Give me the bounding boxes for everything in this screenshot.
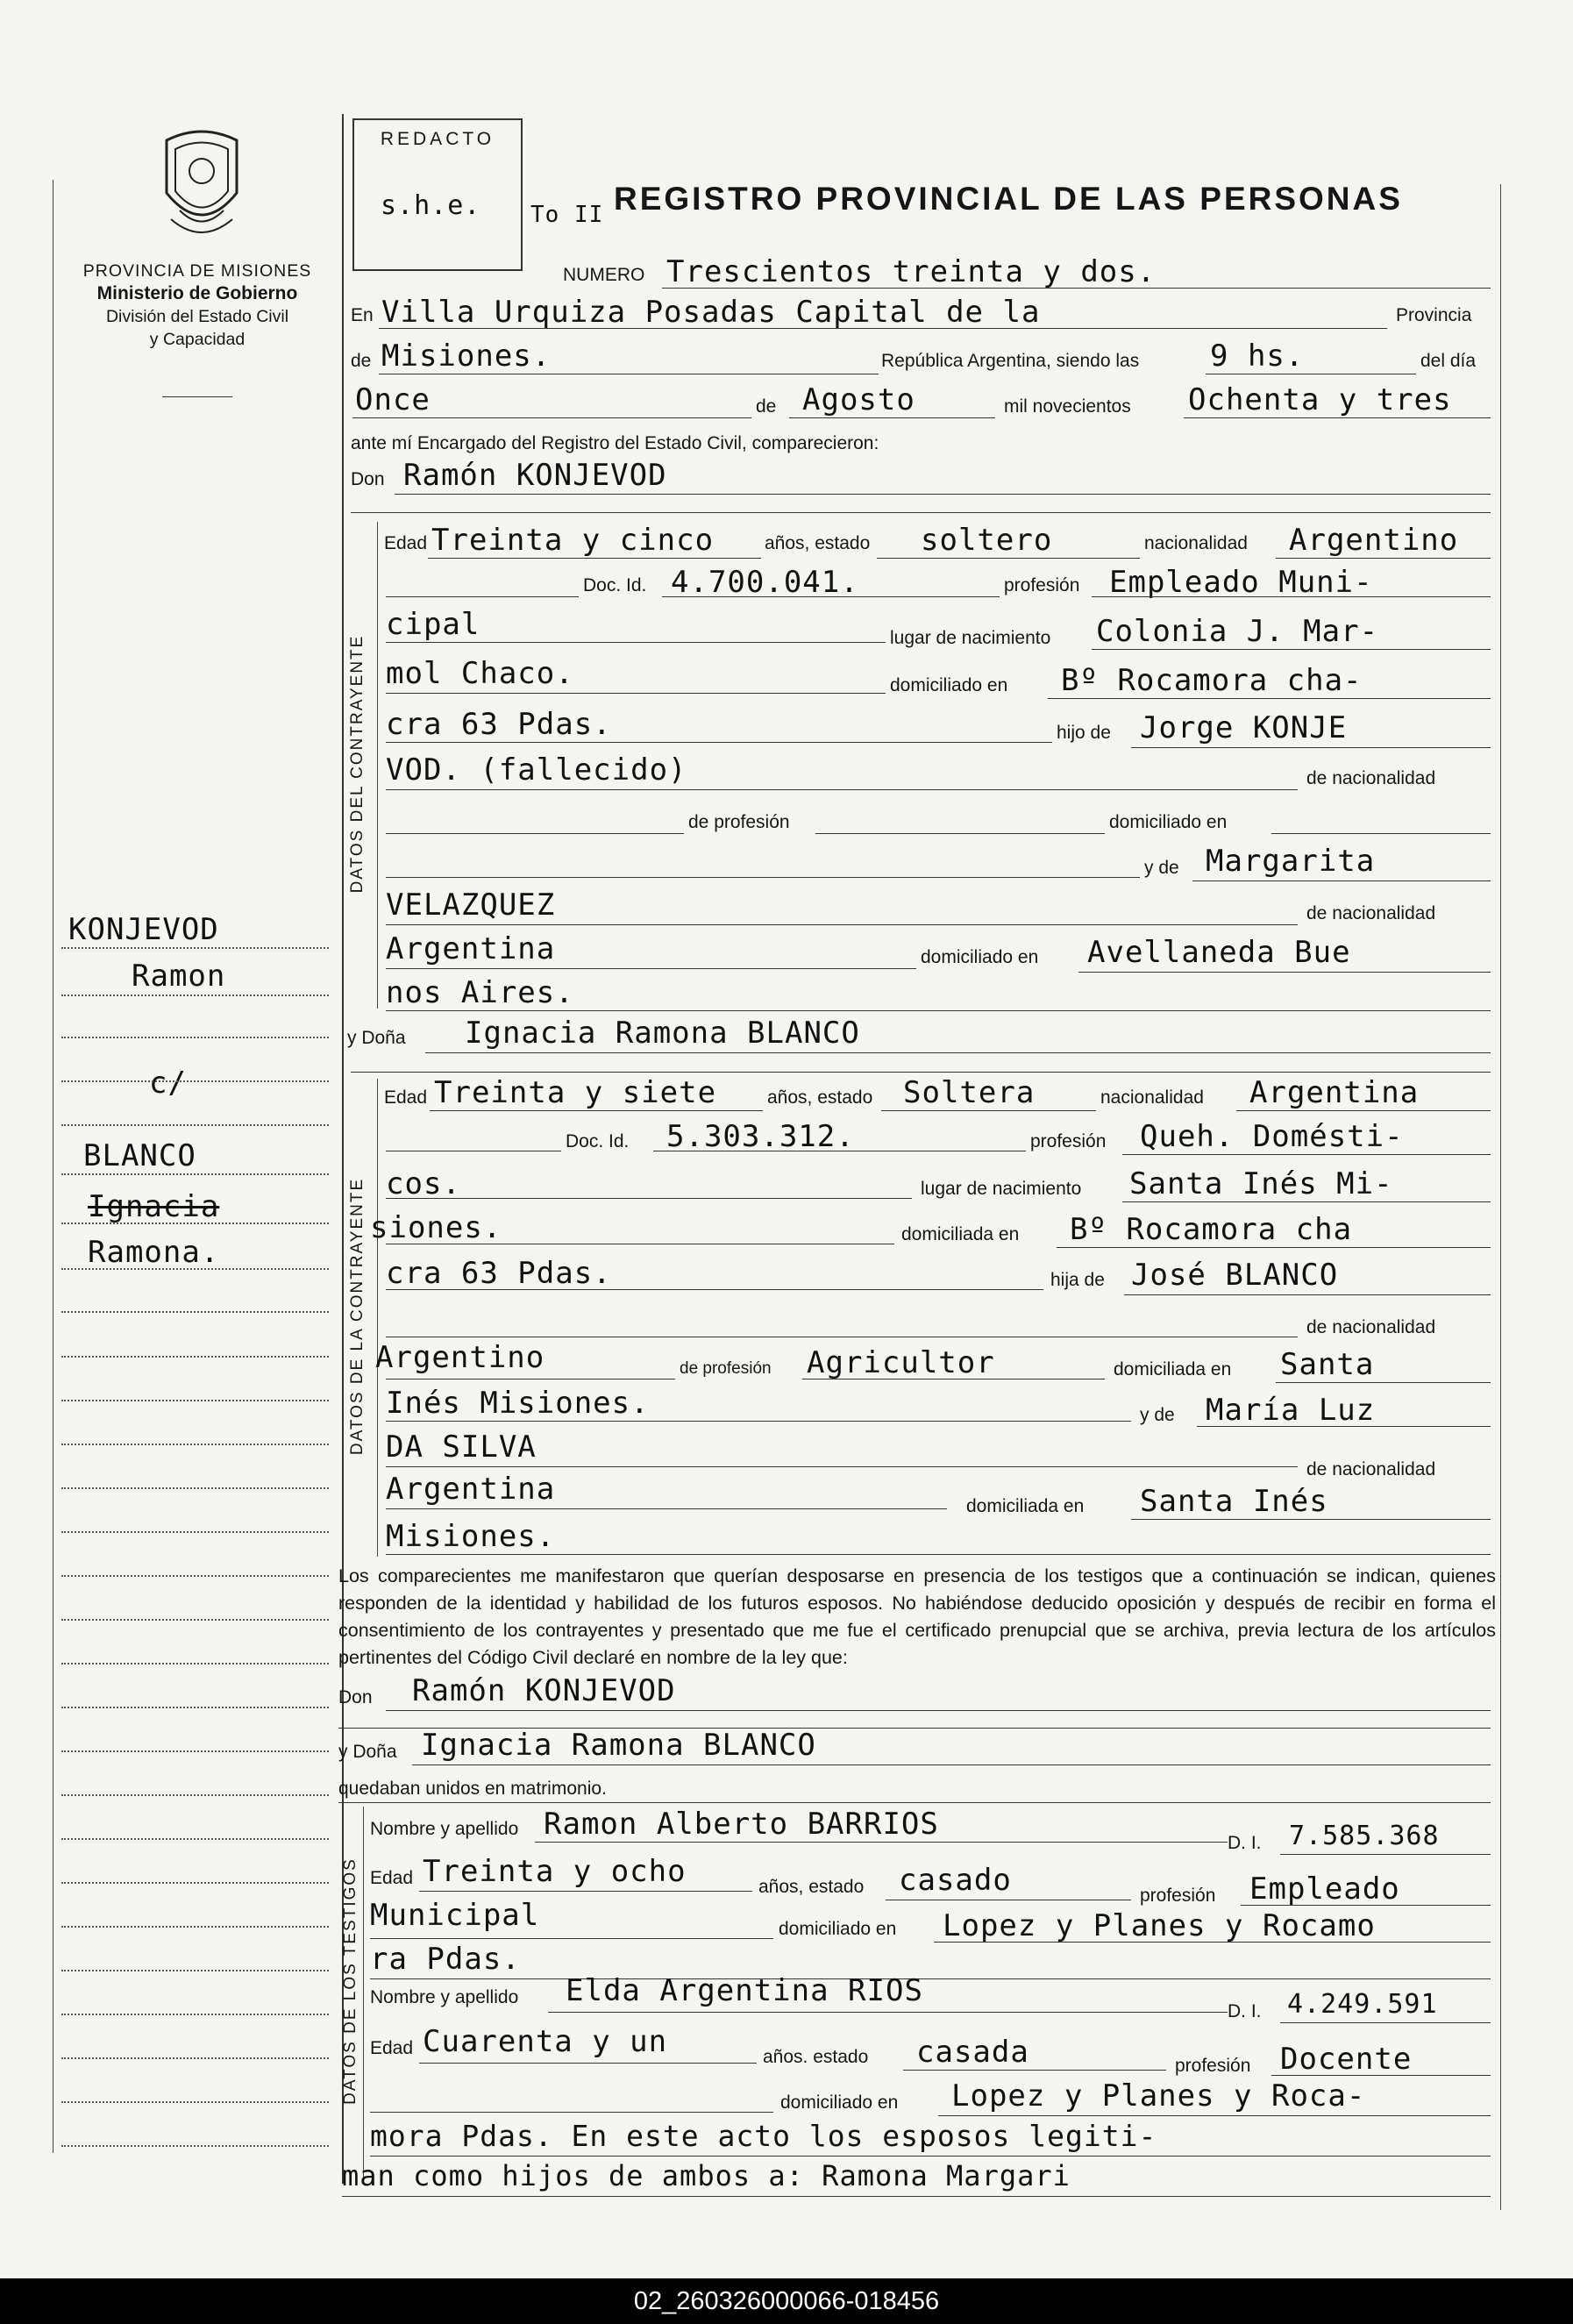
t2-prof-value: Docente (1280, 2042, 1413, 2077)
f-edad-label: Edad (384, 1087, 428, 1108)
f-padre-nac-value: Argentino (375, 1340, 545, 1375)
c-lugar-label: lugar de nacimiento (890, 628, 1051, 648)
agency-division: División del Estado Civil (105, 307, 289, 326)
c-padre-value-1: Jorge KONJE (1140, 710, 1348, 745)
f-prof-value-1: Queh. Domésti- (1140, 1119, 1404, 1154)
t2-dom-value-2: mora Pdas. En este acto los esposos legiti- (370, 2119, 1157, 2153)
footer-bar (0, 2278, 1573, 2324)
f-edad-value: Treinta y siete (434, 1075, 717, 1110)
t2-anos-label: años. estado (763, 2047, 869, 2067)
f-madre-nac-label: de nacionalidad (1306, 1459, 1436, 1479)
t2-dom-label: domiciliado en (780, 2092, 899, 2113)
decl-don-value: Ramón KONJEVOD (412, 1673, 676, 1708)
t1-edad-label: Edad (370, 1868, 414, 1888)
c-dom-value-2: cra 63 Pdas. (386, 707, 612, 742)
hora-value: 9 hs. (1210, 339, 1305, 374)
redacto-value: s.h.e. (381, 190, 481, 221)
decl-dona-value: Ignacia Ramona BLANCO (421, 1728, 816, 1763)
t2-edad-value: Cuarenta y un (423, 2024, 668, 2059)
decl-don-label: Don (338, 1687, 373, 1707)
agency-block (61, 260, 333, 351)
t2-di-value: 4.249.591 (1287, 1989, 1438, 2020)
t1-prof-value-2: Municipal (370, 1898, 540, 1933)
ante-label: ante mí Encargado del Registro del Estado Civil, comparecieron: (351, 433, 879, 453)
agency-capacity: y Capacidad (149, 330, 246, 349)
c-doc-value: 4.700.041. (671, 565, 859, 600)
f-padre-dom-label: domiciliada en (1114, 1359, 1232, 1379)
section-label-contrayente: DATOS DEL CONTRAYENTE (348, 634, 367, 894)
c-nac-label: nacionalidad (1144, 533, 1248, 553)
t2-nombre-value: Elda Argentina RIOS (566, 1973, 923, 2008)
de-label: de (351, 351, 372, 371)
redacto-box (352, 118, 523, 271)
t2-dom-value-1: Lopez y Planes y Roca- (951, 2078, 1366, 2114)
c-anos-label: años, estado (765, 533, 871, 553)
t1-edad-value: Treinta y ocho (423, 1854, 687, 1889)
section-label-testigos: DATOS DE LOS TESTIGOS (341, 1857, 359, 2105)
del-dia-label: del día (1420, 351, 1477, 371)
c-estado-value: soltero (921, 523, 1053, 558)
mil-label: mil novecientos (1004, 396, 1131, 417)
f-padre-prof-label: de profesión (680, 1359, 772, 1378)
f-padre-value: José BLANCO (1131, 1258, 1339, 1293)
f-madre-dom-value-2: Misiones. (386, 1519, 556, 1554)
c-lugar-value-1: Colonia J. Mar- (1096, 614, 1379, 649)
f-dom-label: domiciliada en (901, 1224, 1020, 1244)
f-lugar-value-2: siones. (370, 1210, 502, 1245)
margin-line-1: KONJEVOD (68, 912, 219, 947)
anio-value: Ochenta y tres (1188, 382, 1452, 417)
margin-line-3: c/ (149, 1066, 187, 1101)
f-dom-value: Bº Rocamora cha (1070, 1212, 1353, 1247)
c-padre-nac-label: de nacionalidad (1306, 768, 1436, 788)
c-lugar-value-2: mol Chaco. (386, 656, 574, 691)
f-madre-dom-label: domiciliada en (966, 1496, 1085, 1516)
provincia-value: Misiones. (381, 339, 552, 374)
t2-dom-value-3: man como hijos de ambos a: Ramona Margari (342, 2159, 1071, 2192)
t2-di-label: D. I. (1228, 2001, 1262, 2021)
f-anos-label: años, estado (767, 1087, 873, 1108)
de-mes-label: de (756, 396, 777, 417)
document-code: 02_260326000066-018456 (633, 2287, 940, 2315)
t2-edad-label: Edad (370, 2038, 414, 2058)
margin-line-4: BLANCO (83, 1138, 196, 1173)
c-y-de-label: y de (1144, 858, 1179, 878)
t1-di-label: D. I. (1228, 1833, 1262, 1853)
numero-label: NUMERO (563, 265, 645, 285)
f-madre-value-2: DA SILVA (386, 1429, 537, 1465)
f-prof-value-2: cos. (386, 1166, 461, 1201)
section-label-la-contrayente: DATOS DE LA CONTRAYENTE (348, 1177, 367, 1456)
c-madre-dom-label: domiciliado en (921, 947, 1039, 967)
margin-line-6: Ramona. (88, 1235, 220, 1270)
t2-nombre-label: Nombre y apellido (370, 1987, 519, 2007)
c-prof-label: profesión (1004, 575, 1080, 595)
coat-of-arms-icon (149, 123, 254, 246)
provincia-label: Provincia (1396, 305, 1472, 325)
f-nac-value: Argentina (1249, 1075, 1420, 1110)
numero-value: Trescientos treinta y dos. (666, 254, 1157, 289)
c-madre-value-2: VELAZQUEZ (386, 888, 556, 923)
agency-ministry: Ministerio de Gobierno (96, 283, 298, 303)
margin-line-2: Ramon (132, 959, 226, 994)
f-nac-label: nacionalidad (1100, 1087, 1204, 1108)
f-hija-label: hija de (1050, 1270, 1105, 1290)
f-padre-prof-value: Agricultor (807, 1345, 995, 1380)
f-madre-dom-value-1: Santa Inés (1140, 1484, 1328, 1519)
tomo: To II (530, 202, 604, 228)
declaration-text: Los comparecientes me manifestaron que querían desposarse en presencia de los testigos que a continuación se indican, quienes responden de la identidad y habilidad de los futuros esposos. No habiéndose deducido oposición y después de recibir en forma el consentimiento de los contrayentes y presentado que me fue el certificado prenupcial que se archiva, previa lectura de los artículos pertinentes del Código Civil declaré en nombre de la ley que: (338, 1565, 1496, 1668)
don-label: Don (351, 469, 385, 489)
t1-estado-value: casado (899, 1863, 1012, 1898)
c-padre-value-2: VOD. (fallecido) (386, 752, 687, 788)
c-edad-value: Treinta y cinco (431, 523, 715, 558)
c-madre-dom-value-2: nos Aires. (386, 975, 574, 1010)
lugar-value: Villa Urquiza Posadas Capital de la (381, 295, 1041, 330)
dona-value: Ignacia Ramona BLANCO (465, 1016, 860, 1051)
quedaban-label: quedaban unidos en matrimonio. (338, 1779, 607, 1799)
mes-value: Agosto (802, 382, 915, 417)
f-lugar-value-1: Santa Inés Mi- (1129, 1166, 1393, 1201)
en-label: En (351, 305, 374, 325)
t2-prof-label: profesión (1175, 2056, 1251, 2076)
f-doc-value: 5.303.312. (666, 1119, 855, 1154)
c-madre-nac-label: de nacionalidad (1306, 903, 1436, 923)
f-madre-nac-value: Argentina (386, 1472, 556, 1507)
c-edad-label: Edad (384, 533, 428, 553)
f-padre-dom-value-1: Santa (1280, 1347, 1375, 1382)
c-prof-value-1: Empleado Muni- (1109, 565, 1373, 600)
dia-value: Once (355, 382, 431, 417)
c-madre-nac-value: Argentina (386, 931, 556, 966)
f-dom-value-2: cra 63 Pdas. (386, 1256, 612, 1291)
republica-label: República Argentina, siendo las (881, 351, 1140, 371)
t1-prof-label: profesión (1140, 1886, 1216, 1906)
f-prof-label: profesión (1030, 1131, 1107, 1151)
t1-prof-value-1: Empleado (1249, 1871, 1400, 1907)
c-doc-label: Doc. Id. (583, 575, 647, 595)
t1-nombre-label: Nombre y apellido (370, 1819, 519, 1839)
margin-line-5: Ignacia (88, 1189, 220, 1224)
c-prof-value-2: cipal (386, 607, 480, 642)
t2-estado-value: casada (916, 2035, 1029, 2070)
c-dom-label: domiciliado en (890, 675, 1008, 695)
t1-dom-label: domiciliado en (779, 1919, 897, 1939)
c-padre-dom-label: domiciliado en (1109, 812, 1228, 832)
t1-anos-label: años, estado (758, 1877, 865, 1897)
page-title: REGISTRO PROVINCIAL DE LAS PERSONAS (614, 181, 1403, 217)
c-madre-dom-value-1: Avellaneda Bue (1087, 935, 1351, 970)
f-lugar-label: lugar de nacimiento (921, 1179, 1082, 1199)
c-madre-value-1: Margarita (1206, 844, 1376, 879)
c-padre-prof-label: de profesión (688, 812, 790, 832)
c-dom-value-1: Bº Rocamora cha- (1061, 663, 1363, 698)
t1-dom-value-1: Lopez y Planes y Rocamo (943, 1908, 1376, 1943)
t1-dom-value-2: ra Pdas. (370, 1942, 521, 1977)
agency-province: PROVINCIA DE MISIONES (82, 261, 312, 281)
f-doc-label: Doc. Id. (566, 1131, 630, 1151)
decl-dona-label: y Doña (338, 1742, 397, 1762)
f-padre-nac-label: de nacionalidad (1306, 1317, 1436, 1337)
c-nac-value: Argentino (1289, 523, 1459, 558)
f-padre-dom-value-2: Inés Misiones. (386, 1386, 650, 1421)
c-hijo-label: hijo de (1057, 723, 1111, 743)
f-madre-value-1: María Luz (1206, 1393, 1376, 1428)
don-value: Ramón KONJEVOD (403, 458, 667, 493)
f-y-de-label: y de (1140, 1405, 1175, 1425)
dona-label: y Doña (347, 1028, 406, 1048)
t1-di-value: 7.585.368 (1289, 1821, 1440, 1851)
t1-nombre-value: Ramon Alberto BARRIOS (544, 1807, 939, 1842)
f-estado-value: Soltera (903, 1075, 1036, 1110)
redacto-label: REDACTO (380, 129, 495, 149)
